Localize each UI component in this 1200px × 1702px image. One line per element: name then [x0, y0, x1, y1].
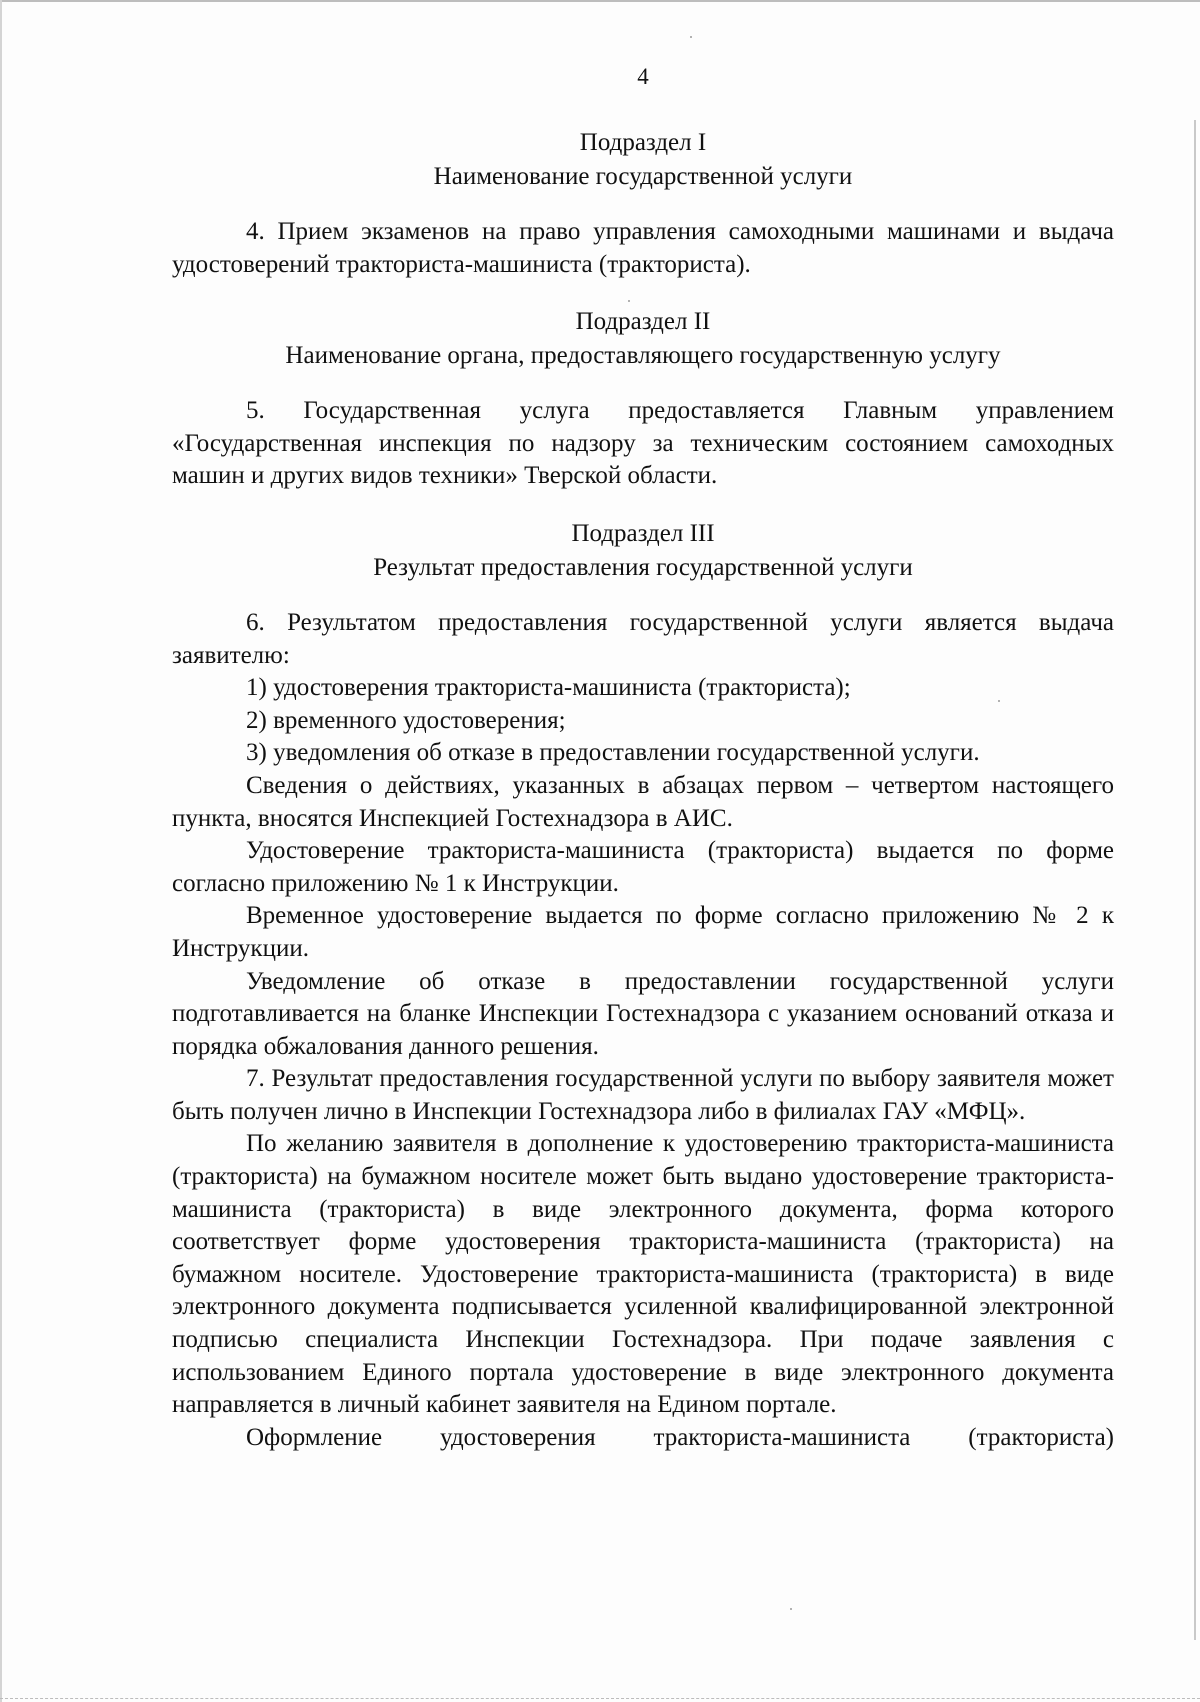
list-item: 3) уведомления об отказе в предоставлении государственной услуги. [246, 739, 980, 767]
page-number: 4 [637, 64, 649, 89]
paragraph: Уведомление об отказе в предоставлении государственной услуги подготавливается на бланке Инспекции Гостехнадзора с указанием оснований отказа и порядка обжалования данного решения. [172, 967, 1114, 1060]
subsection-heading: Наименование государственной услуги [433, 163, 853, 190]
subsection-title: Подраздел II [575, 308, 711, 336]
paragraph: 5. Государственная услуга предоставляется Главным управлением «Государственная инспекция по надзору за техническим состоянием самоходных машин и других видов техники» Тверской области. [172, 397, 1114, 490]
subsection-heading: Результат предоставления государственной услуги [373, 553, 913, 581]
scan-bottom-edge [0, 1698, 1200, 1700]
paragraph: По желанию заявителя в дополнение к удостоверению тракториста-машиниста (тракториста) на бумажном носителе может быть выдано удостоверение тракториста-машиниста (тракториста) в виде электронного документа, форма которого соответствует форме удостоверения тракториста-машиниста (тракториста) на бумажном носителе. Удостоверение тракториста-машиниста (тракториста) в виде электронного документа подписывается усиленной квалифицированной электронной подписью специалиста Инспекции Гостехнадзора. При подаче заявления с использованием Единого портала удостоверение в виде электронного документа направляется в личный кабинет заявителя на Едином портале. [172, 1130, 1114, 1419]
subsection-1 [172, 126, 1114, 281]
scan-speck [690, 36, 692, 38]
scan-left-edge [0, 0, 2, 1702]
subsection-2 [172, 305, 1114, 493]
paragraph: Временное удостоверение выдается по форме согласно приложению № 2 к Инструкции. [172, 902, 1114, 962]
scan-speck [790, 1608, 792, 1610]
paragraph: 4. Прием экзаменов на право управления самоходными машинами и выдача удостоверений тракториста-машиниста (тракториста). [172, 218, 1114, 278]
list-item: 2) временного удостоверения; [246, 706, 566, 734]
subsection-3 [172, 517, 1114, 1454]
subsection-title: Подраздел III [571, 519, 715, 547]
scan-right-edge [1194, 120, 1196, 1640]
scan-top-edge [0, 0, 1200, 2]
paragraph: Удостоверение тракториста-машиниста (тракториста) выдается по форме согласно приложению № 1 к Инструкции. [172, 837, 1114, 897]
list-item: 1) удостоверения тракториста-машиниста (тракториста); [246, 674, 851, 702]
subsection-title: Подраздел I [579, 129, 707, 156]
paragraph: 6. Результатом предоставления государственной услуги является выдача заявителю: [172, 608, 1114, 669]
paragraph-continued: Оформление удостоверения тракториста-машиниста (тракториста) [246, 1423, 1114, 1451]
document-body [172, 62, 1114, 1478]
paragraph: Сведения о действиях, указанных в абзацах первом – четвертом настоящего пункта, вносятся Инспекцией Гостехнадзора в АИС. [172, 771, 1114, 832]
subsection-heading: Наименование органа, предоставляющего государственную услугу [285, 342, 1001, 370]
paragraph: 7. Результат предоставления государственной услуги по выбору заявителя может быть получен лично в Инспекции Гостехнадзора либо в филиалах ГАУ «МФЦ». [172, 1065, 1114, 1125]
